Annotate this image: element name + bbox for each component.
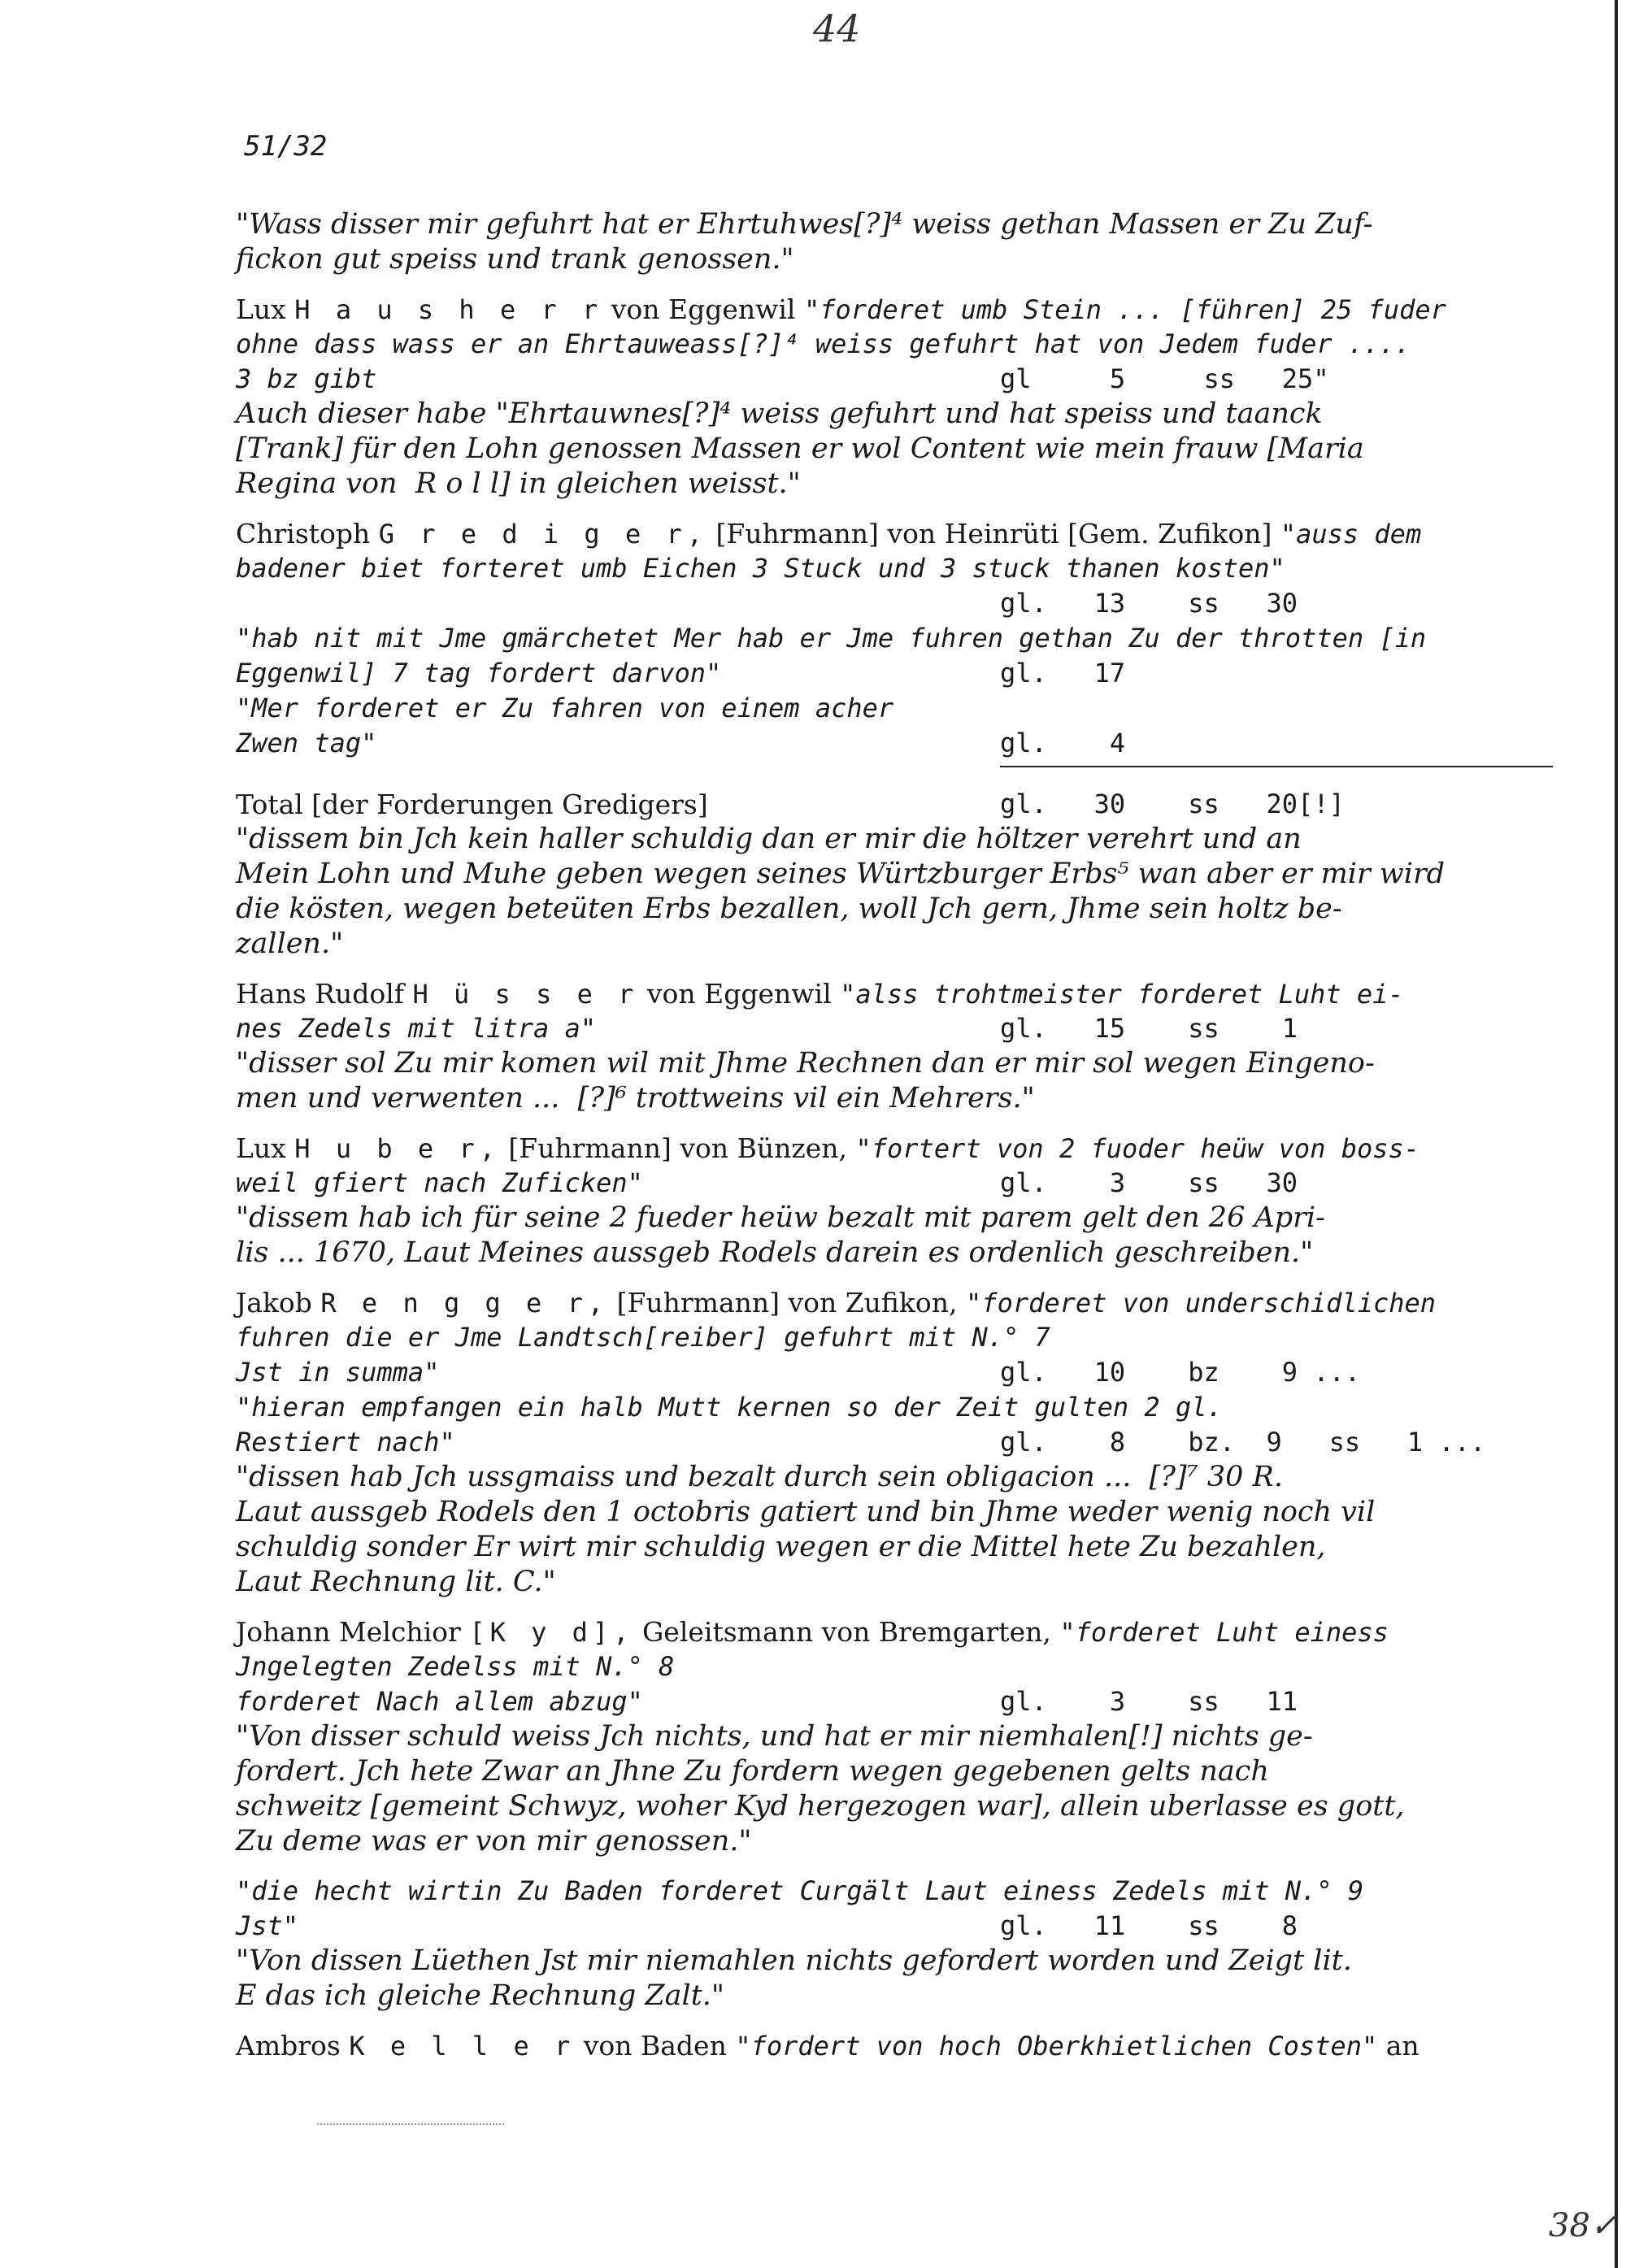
- entry-line: [236, 1425, 1504, 1460]
- claim-text: 3 bz gibt: [236, 363, 377, 394]
- amount-value: gl. 3 ss 30: [1000, 1167, 1298, 1198]
- entry-line: [236, 726, 1504, 761]
- claim-text: forderet Nach allem abzug": [236, 1686, 643, 1717]
- handwritten-response: [Trank] für den Lohn genossen Massen er wol Content wie mein frauw [Maria: [236, 432, 1364, 465]
- amount-value: gl. 8 bz. 9 ss 1 ...: [1000, 1427, 1486, 1458]
- handwritten-response: Zu deme was er von mir genossen.": [236, 1825, 752, 1857]
- person-name: Hans Rudolf: [236, 978, 413, 1010]
- claim-text: "Mer forderet er Zu fahren von einem acher: [236, 693, 894, 723]
- entry-line: [236, 1944, 1504, 1979]
- person-place: [Fuhrmann] von Zufikon,: [608, 1287, 967, 1319]
- person-surname: R e n g g e r,: [320, 1288, 609, 1319]
- ledger-entry: [236, 1614, 1504, 1859]
- amount-value: gl. 3 ss 11: [1000, 1686, 1298, 1717]
- amount-value: gl. 30 ss 20[!]: [1000, 789, 1345, 819]
- handwritten-response: Laut Rechnung lit. C.": [236, 1566, 556, 1598]
- entry-line: [236, 691, 1504, 726]
- handwritten-response: die kösten, wegen beteüten Erbs bezallen, woll Jch gern, Jhme sein holtz be-: [236, 893, 1342, 925]
- entry-line: [236, 892, 1504, 927]
- entry-line: [236, 1874, 1504, 1909]
- entry-line: [236, 1824, 1504, 1859]
- ledger-entry: [236, 976, 1504, 1116]
- person-surname: H u b e r,: [294, 1133, 500, 1164]
- amount-value: gl. 11 ss 8: [1000, 1910, 1298, 1941]
- person-surname: G r e d i g e r,: [378, 519, 708, 550]
- entry-line: [236, 1046, 1504, 1081]
- entry-line: [236, 516, 1504, 551]
- entry-line: [236, 857, 1504, 892]
- handwritten-response: schweitz [gemeint Schwyz, woher Kyd hergezogen war], allein uberlasse es gott,: [236, 1790, 1405, 1823]
- entry-line: [236, 1166, 1504, 1201]
- page-edge: [1615, 0, 1618, 2268]
- ledger-entry: [236, 516, 1504, 767]
- handwritten-response: E das ich gleiche Rechnung Zalt.": [236, 1979, 725, 2012]
- handwritten-response: "Von dissen Lüethen Jst mir niemahlen nichts gefordert worden und Zeigt lit.: [236, 1944, 1352, 1977]
- claim-text: "die hecht wirtin Zu Baden forderet Curgält Laut einess Zedels mit N.° 9: [236, 1875, 1364, 1906]
- entry-line: [236, 822, 1504, 857]
- claim-text: "fortert von 2 fuoder heüw von boss-: [855, 1133, 1420, 1164]
- handwritten-folio-mark: 38✓: [1549, 2207, 1618, 2244]
- claim-text: Restiert nach": [236, 1427, 455, 1458]
- handwritten-response: "Von disser schuld weiss Jch nichts, und hat er mir niemhalen[!] nichts ge-: [236, 1720, 1313, 1753]
- claim-text: Jngelegten Zedelss mit N.° 8: [236, 1651, 675, 1682]
- amount-value: gl. 4: [1000, 728, 1126, 758]
- handwritten-response: Laut aussgeb Rodels den 1 octobris gatiert und bin Jhme weder wenig noch vil: [236, 1496, 1376, 1528]
- handwritten-response: fickon gut speiss und trank genossen.": [236, 243, 794, 276]
- handwritten-response: "disser sol Zu mir komen wil mit Jhme Rechnen dan er mir sol wegen Eingeno-: [236, 1047, 1375, 1080]
- entry-line: [236, 1649, 1504, 1684]
- entry-line: [236, 1236, 1504, 1271]
- entry-line: [236, 1979, 1504, 2014]
- document-reference: 51/32: [244, 130, 328, 163]
- handwritten-response: "dissem hab ich für seine 2 fueder heüw bezalt mit parem gelt den 26 Apri-: [236, 1201, 1325, 1234]
- claim-text: "forderet umb Stein ... [führen] 25 fuder: [803, 294, 1446, 325]
- claim-text: Eggenwil] 7 tag fordert darvon": [236, 658, 722, 689]
- claim-text: Zwen tag": [236, 728, 377, 758]
- entry-line: [236, 292, 1504, 327]
- claim-text: "forderet Luht einess: [1059, 1617, 1389, 1648]
- person-surname: H ü s s e r: [412, 979, 639, 1010]
- entry-line: [236, 1011, 1504, 1046]
- entry-line: [236, 397, 1504, 432]
- person-place: Geleitsmann von Bremgarten,: [633, 1616, 1060, 1648]
- ledger-entry: [236, 207, 1504, 277]
- amount-value: gl. 13 ss 30: [1000, 588, 1298, 619]
- claim-text: badener biet forteret umb Eichen 3 Stuck und 3 stuck thanen kosten": [236, 553, 1285, 584]
- entry-line: [236, 1285, 1504, 1320]
- entry-line: [236, 1754, 1504, 1789]
- handwritten-response: Mein Lohn und Muhe geben wegen seines Würtzburger Erbs⁵ wan aber er mir wird: [236, 858, 1446, 890]
- entry-line: [236, 1565, 1504, 1600]
- pencil-marks: [317, 2123, 504, 2131]
- entry-line: [236, 1614, 1504, 1649]
- ledger-entry: [236, 1285, 1504, 1600]
- handwritten-response: Auch dieser habe "Ehrtauwnes[?]⁴ weiss gefuhrt und hat speiss und taanck: [236, 398, 1323, 430]
- claim-text: "auss dem: [1280, 519, 1422, 550]
- entry-line: [236, 207, 1504, 242]
- entry-line: [236, 621, 1504, 656]
- ledger-entry: [236, 1874, 1504, 2014]
- ledger-entry: [236, 787, 1504, 962]
- claim-text: "fordert von hoch Oberkhietlichen Costen": [735, 2031, 1378, 2062]
- entry-line: [236, 1530, 1504, 1565]
- person-place: von Eggenwil: [638, 978, 841, 1010]
- handwritten-response: Regina von R o l l] in gleichen weisst.": [236, 467, 801, 500]
- ledger-entry: [236, 2028, 1504, 2063]
- line-tail: an: [1377, 2030, 1419, 2062]
- handwritten-response: fordert. Jch hete Zwar an Jhne Zu fordern wegen gegebenen gelts nach: [236, 1755, 1269, 1788]
- entry-line: [236, 1081, 1504, 1116]
- entry-line: [236, 327, 1504, 362]
- person-place: [Fuhrmann] von Bünzen,: [499, 1132, 856, 1164]
- person-name: Lux: [236, 1132, 295, 1164]
- ledger-entry: [236, 292, 1504, 502]
- entry-line: [236, 1789, 1504, 1824]
- claim-text: fuhren die er Jme Landtsch[reiber] gefuhrt mit N.° 7: [236, 1322, 1050, 1353]
- entry-line: [236, 2028, 1504, 2063]
- handwritten-response: "Wass disser mir gefuhrt hat er Ehrtuhwes[?]⁴ weiss gethan Massen er Zu Zuf-: [236, 208, 1373, 241]
- entry-line: [236, 656, 1504, 691]
- amount-value: gl 5 ss 25": [1000, 363, 1329, 394]
- ledger-entry: [236, 1131, 1504, 1271]
- person-place: von Baden: [575, 2030, 736, 2062]
- entry-line: [236, 1131, 1504, 1166]
- handwritten-response: men und verwenten ... [?]⁶ trottweins vil ein Mehrers.": [236, 1082, 1035, 1114]
- entry-line: [236, 1320, 1504, 1355]
- person-name: Lux: [236, 293, 295, 325]
- entry-line: [236, 432, 1504, 467]
- entry-line: [236, 1355, 1504, 1390]
- entry-line: [236, 1201, 1504, 1236]
- entry-line: [236, 1909, 1504, 1944]
- person-surname: H a u s h e r r: [294, 294, 603, 325]
- person-place: von Eggenwil: [602, 293, 804, 325]
- sum-rule: [1000, 766, 1553, 767]
- claim-text: "hab nit mit Jme gmärchetet Mer hab er Jme fuhren gethan Zu der throtten [in: [236, 623, 1427, 654]
- claim-text: Jst in summa": [236, 1357, 440, 1388]
- entry-line: [236, 927, 1504, 962]
- handwritten-page-number: 44: [813, 7, 861, 50]
- claim-text: "hieran empfangen ein halb Mutt kernen so der Zeit gulten 2 gl.: [236, 1392, 1223, 1423]
- claim-text: "alss trohtmeister forderet Luht ei-: [840, 979, 1404, 1010]
- person-name: Johann Melchior: [236, 1616, 470, 1648]
- entry-line: [236, 467, 1504, 502]
- total-label: Total [der Forderungen Gredigers]: [236, 789, 708, 820]
- entry-line: [236, 551, 1504, 586]
- claim-text: "forderet von underschidlichen: [966, 1288, 1437, 1319]
- handwritten-response: schuldig sonder Er wirt mir schuldig wegen er die Mittel hete Zu bezahlen,: [236, 1531, 1326, 1563]
- entry-line: [236, 787, 1504, 822]
- entry-line: [236, 1390, 1504, 1425]
- handwritten-response: "dissem bin Jch kein haller schuldig dan er mir die höltzer verehrt und an: [236, 823, 1302, 855]
- transcription-body: [236, 207, 1504, 2078]
- handwritten-response: "dissen hab Jch ussgmaiss und bezalt durch sein obligacion ... [?]⁷ 30 R.: [236, 1461, 1283, 1493]
- amount-value: gl. 10 bz 9 ...: [1000, 1357, 1361, 1388]
- entry-line: [236, 976, 1504, 1011]
- amount-value: gl. 15 ss 1: [1000, 1013, 1298, 1044]
- claim-text: weil gfiert nach Zuficken": [236, 1167, 643, 1198]
- entry-line: [236, 1495, 1504, 1530]
- amount-value: gl. 17: [1000, 658, 1126, 689]
- handwritten-response: zallen.": [236, 928, 344, 960]
- entry-line: [236, 1719, 1504, 1754]
- person-surname: K e l l e r: [349, 2031, 576, 2062]
- handwritten-response: lis ... 1670, Laut Meines aussgeb Rodels darein es ordenlich geschreiben.": [236, 1236, 1314, 1269]
- person-surname: [K y d],: [469, 1617, 634, 1648]
- claim-text: Jst": [236, 1910, 299, 1941]
- person-place: [Fuhrmann] von Heinrüti [Gem. Zufikon]: [707, 518, 1280, 550]
- entry-line: [236, 586, 1504, 621]
- person-name: Ambros: [236, 2030, 350, 2062]
- entry-line: [236, 362, 1504, 397]
- entry-line: [236, 1460, 1504, 1495]
- entry-line: [236, 242, 1504, 277]
- claim-text: ohne dass wass er an Ehrtauweass[?]⁴ weiss gefuhrt hat von Jedem fuder ....: [236, 328, 1411, 359]
- person-name: Christoph: [236, 518, 379, 550]
- claim-text: nes Zedels mit litra a": [236, 1013, 597, 1044]
- person-name: Jakob: [236, 1287, 321, 1319]
- entry-line: [236, 1684, 1504, 1719]
